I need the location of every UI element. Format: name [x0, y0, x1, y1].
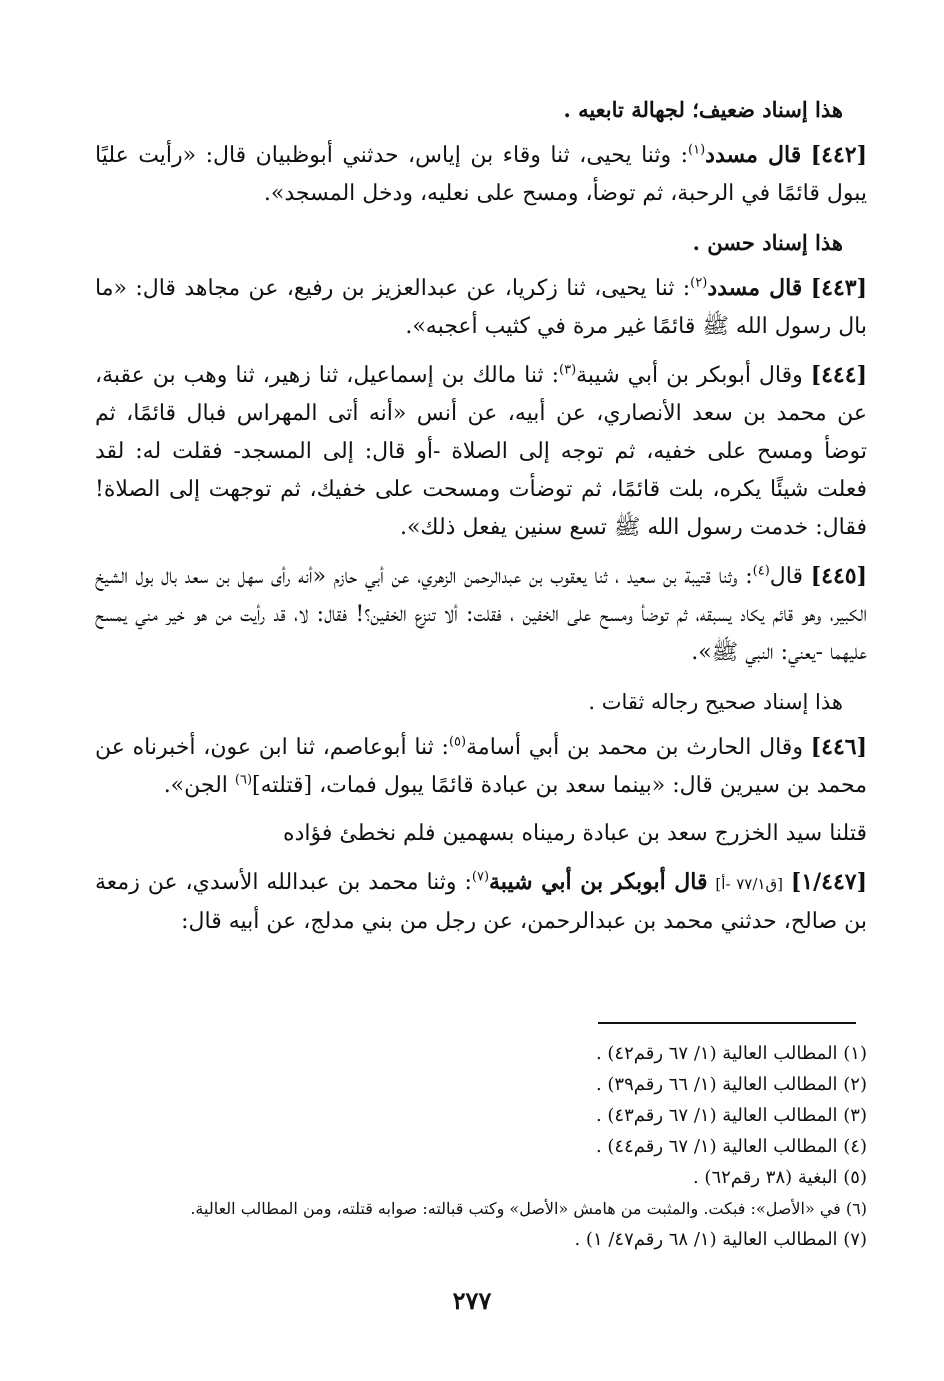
- footnote-item: (١) المطالب العالية (١/ ٦٧ رقم٤٢) .: [595, 1043, 867, 1064]
- footnote-ref: (١): [688, 142, 706, 158]
- hadith-entry-443: [95, 269, 867, 346]
- footnote-item: (٥) البغية (٣٨ رقم٦٢) .: [692, 1167, 867, 1188]
- entry-number: [١/٤٤٧]: [790, 869, 868, 895]
- hadith-entry-442: [95, 136, 867, 213]
- poem-verse: قتلنا سيد الخزرج سعد بن عبادة رميناه بسهمين فلم نخطئ فؤاده: [283, 821, 867, 846]
- footnote-ref: (٤): [752, 563, 770, 579]
- main-text: [95, 88, 867, 951]
- entry-number: [٤٤٥]: [810, 563, 867, 589]
- hadith-text: : وثنا قتيبة بن سعيد ، ثنا يعقوب بن عبدالرحمن الزهري، عن أبي حازم «أنه رأى سهل بن سعد بال بول الشيخ الكبير، وهو قائم يكاد يسبقه، ثم توضأ ومسح على الخفين ، فقلت: ألا تنزع الخفين؟! فقال: لا، قد رأيت من هو خير مني يمسح عليهما -يعني: النبي ﷺ».: [95, 564, 867, 665]
- footnote-item: (٣) المطالب العالية (١/ ٦٧ رقم٤٣) .: [595, 1105, 867, 1126]
- footnote-ref: (٣): [559, 362, 577, 378]
- hadith-entry-446: [95, 728, 867, 805]
- footnote-item: (٦) في «الأصل»: فبكت. والمثبت من هامش «الأصل» وكتب قبالته: صوابه قتلته، ومن المطالب العالية.: [190, 1199, 867, 1218]
- narrator-label: قال: [769, 564, 803, 589]
- entry-number: [٤٤٣]: [810, 275, 868, 301]
- hadith-entry-445: [95, 557, 867, 672]
- hadith-text: : وثنا يحيى، ثنا وقاء بن إياس، حدثني أبوظبيان قال: «رأيت عليًا يبول قائمًا في الرحبة، ثم توضأ، ومسح على نعليه، ودخل المسجد».: [95, 143, 867, 206]
- hadith-entry-444: [95, 356, 867, 547]
- narrator-label: وقال الحارث بن محمد بن أبي أسامة: [466, 735, 803, 760]
- hadith-entry-447: [95, 863, 867, 941]
- grading-note-sahih: هذا إسناد صحيح رجاله ثقات .: [588, 690, 843, 714]
- footnote-item: (٤) المطالب العالية (١/ ٦٧ رقم٤٤) .: [595, 1136, 867, 1157]
- footnote-item: (٢) المطالب العالية (١/ ٦٦ رقم٣٩) .: [595, 1074, 867, 1095]
- entry-number: [٤٤٢]: [810, 142, 867, 168]
- footnote-ref: (٦): [234, 772, 253, 788]
- footnote-ref: (٢): [690, 275, 708, 291]
- narrator-label: قال أبوبكر بن أبي شيبة: [489, 869, 708, 895]
- hadith-text: : ثنا يحيى، ثنا زكريا، عن عبدالعزيز بن رفيع، عن مجاهد قال: «ما بال رسول الله ﷺ قائمًا غير مرة في كثيب أعجبه».: [95, 276, 867, 339]
- narrator-label: قال مسدد: [707, 275, 803, 301]
- footnote-ref: (٧): [471, 869, 490, 885]
- grading-note-hasan: هذا إسناد حسن .: [692, 230, 843, 255]
- hadith-text: : وثنا محمد بن عبدالله الأسدي، عن زمعة بن صالح، حدثني محمد بن عبدالرحمن، عن رجل من بني مدلج، عن أبيه قال:: [95, 870, 867, 934]
- narrator-label: وقال أبوبكر بن أبي شيبة: [576, 363, 803, 388]
- grading-note-weak: هذا إسناد ضعيف؛ لجهالة تابعيه .: [563, 97, 843, 122]
- hadith-text: : ثنا مالك بن إسماعيل، ثنا زهير، ثنا وهب بن عقبة، عن محمد بن سعد الأنصاري، عن أبيه، عن أنس «أنه أتى المهراس فبال قائمًا، ثم توضأ ومسح على خفيه، ثم توجه إلى الصلاة -أو قال: إلى المسجد- فقلت له: لقد فعلت شيئًا يكره، بلت قائمًا، ثم توضأت ومسحت على خفيك، ثم توجهت إلى الصلاة! فقال: خدمت رسول الله ﷺ تسع سنين يفعل ذلك».: [95, 363, 867, 540]
- footnotes: [95, 1038, 867, 1255]
- footnote-divider: [598, 1022, 856, 1024]
- footnote-item: (٧) المطالب العالية (١/ ٦٨ رقم٤٧/ ١) .: [574, 1229, 867, 1250]
- footnote-ref: (٥): [448, 734, 467, 750]
- narrator-label: قال مسدد: [705, 142, 802, 168]
- manuscript-ref: [ق٧٧/١ -أ]: [715, 875, 783, 893]
- page-number: ٢٧٧: [452, 1286, 492, 1315]
- entry-number: [٤٤٦]: [810, 734, 867, 760]
- hadith-text: : ثنا أبوعاصم، ثنا ابن عون، أخبرناه عن محمد بن سيرين قال: «بينما سعد بن عبادة قائمًا يبول فمات، [قتلته]: [95, 735, 867, 798]
- entry-number: [٤٤٤]: [810, 362, 867, 388]
- hadith-text-end: الجن».: [163, 773, 235, 798]
